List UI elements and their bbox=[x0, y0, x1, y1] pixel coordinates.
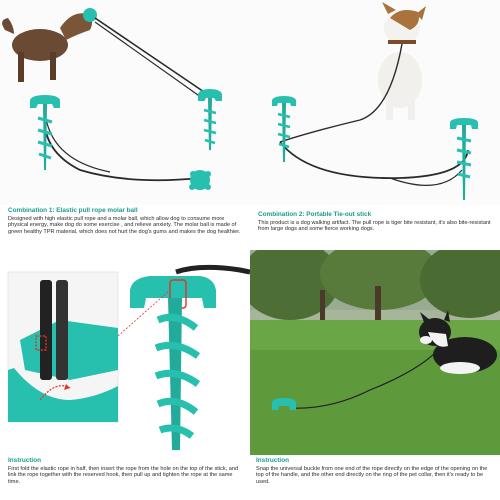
molar-ball-bottom bbox=[189, 170, 211, 190]
dog-on-grass-photo bbox=[250, 250, 500, 455]
caption-combination-1 bbox=[8, 208, 244, 235]
caption-title: Instruction bbox=[256, 457, 290, 464]
instruction-closeup-photo bbox=[0, 250, 250, 455]
molar-ball-top bbox=[83, 8, 97, 22]
panel-instruction-1 bbox=[0, 250, 250, 500]
panel-tie-out-stick bbox=[250, 0, 500, 250]
caption-body: This product is a dog walking artifact. The pull rope is tiger bite resistant, it's also bite-resistant from large dogs and some fierce working dogs. bbox=[258, 219, 491, 233]
caption-body: Snap the universal buckle from one end of the rope directly on the edge of the opening on the top of the handle, and the other end directly on the ring of the pet collar, then it's ready to be used. bbox=[256, 465, 488, 485]
caption-title: Combination 1: Elastic pull rope molar ball bbox=[8, 207, 138, 214]
caption-instruction-1 bbox=[8, 458, 244, 485]
panel-instruction-2 bbox=[250, 250, 500, 500]
caption-body: First fold the elastic rope in half, then insert the rope from the hole on the top of the stick, and link the rope together with the reserved hook, then pull up and tighten the rope at the same time. bbox=[8, 465, 239, 485]
caption-combination-2 bbox=[258, 212, 494, 233]
caption-title: Instruction bbox=[8, 457, 42, 464]
tie-out-photo bbox=[250, 0, 500, 205]
caption-body: Designed with high elastic pull rope and a molar ball, which allow dog to consume more physical energy, make dog do some exercise , and relieve anxiety. The molar ball is made of green healthy TPR material, which does not hurt the dog's gums and makes the dog healthier. bbox=[8, 215, 241, 235]
caption-title: Combination 2: Portable Tie-out stick bbox=[258, 211, 372, 218]
panel-elastic-rope bbox=[0, 0, 250, 250]
caption-instruction-2 bbox=[256, 458, 494, 485]
elastic-rope-photo bbox=[0, 0, 250, 205]
